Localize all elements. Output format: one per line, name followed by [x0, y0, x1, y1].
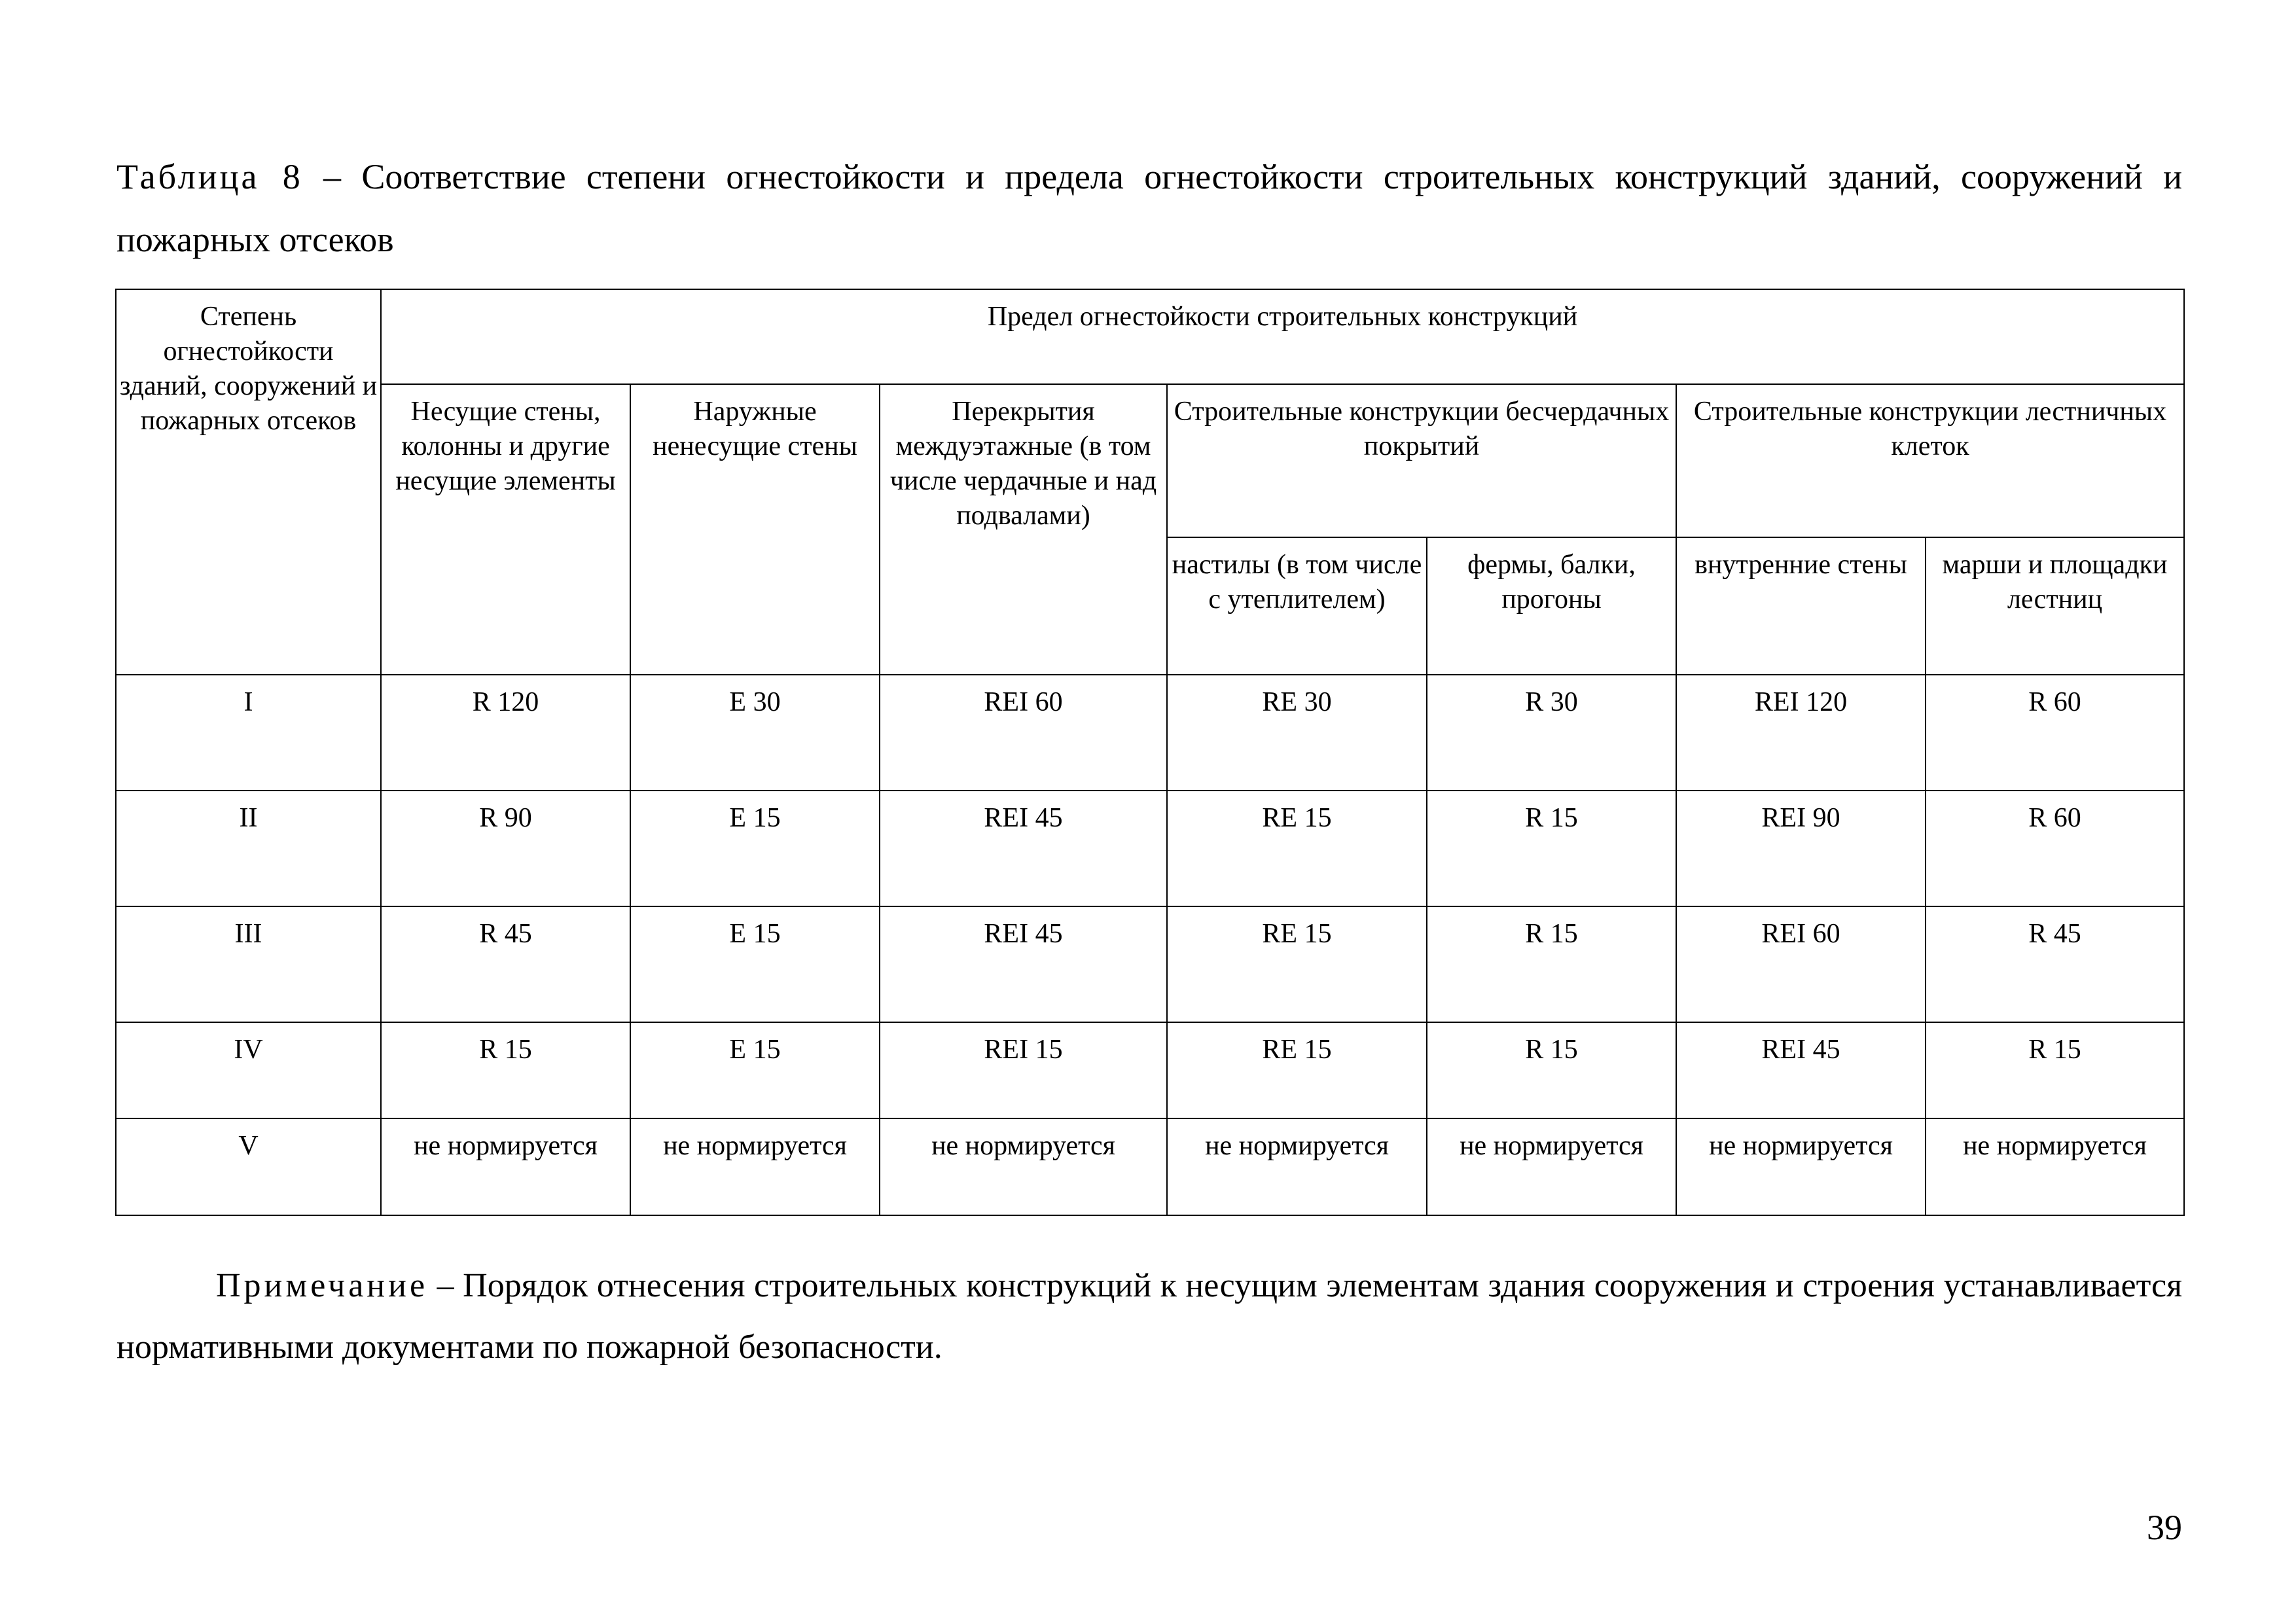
header-stair-group: Строительные конструкции лестничных клеток	[1676, 384, 2184, 537]
header-floors: Перекрытия междуэтажные (в том числе чердачные и над подвалами)	[880, 384, 1167, 675]
table-cell: REI 45	[880, 906, 1167, 1022]
fire-resistance-table	[115, 289, 2185, 1216]
table-cell: REI 45	[1676, 1022, 1926, 1118]
header-exterior-walls: Наружные ненесущие стены	[630, 384, 880, 675]
table-cell: REI 60	[1676, 906, 1926, 1022]
table-cell: RE 15	[1167, 906, 1427, 1022]
table-cell: REI 15	[880, 1022, 1167, 1118]
page-number: 39	[2147, 1508, 2182, 1547]
table-cell: не нормируется	[381, 1118, 630, 1215]
table-row	[116, 1022, 2184, 1118]
table-cell: RE 30	[1167, 675, 1427, 791]
caption-text: – Соответствие степени огнестойкости и предела огнестойкости строительных конструкций зданий, сооружений и пожарных отсеков	[117, 157, 2182, 259]
header-stair-flights: марши и площадки лестниц	[1926, 537, 2184, 675]
header-limit-group: Предел огнестойкости строительных конструкций	[381, 289, 2184, 384]
table-cell: не нормируется	[1676, 1118, 1926, 1215]
header-roof-group: Строительные конструкции бесчердачных покрытий	[1167, 384, 1676, 537]
header-row-2	[116, 384, 2184, 537]
table-row	[116, 791, 2184, 906]
table-cell: REI 60	[880, 675, 1167, 791]
table-cell: REI 120	[1676, 675, 1926, 791]
header-roof-trusses: фермы, балки, прогоны	[1427, 537, 1676, 675]
table-cell: не нормируется	[880, 1118, 1167, 1215]
table-cell: R 15	[1926, 1022, 2184, 1118]
header-load-bearing: Несущие стены, колонны и другие несущие элементы	[381, 384, 630, 675]
header-roof-decks: настилы (в том числе с утеплителем)	[1167, 537, 1427, 675]
table-cell: R 60	[1926, 675, 2184, 791]
note-paragraph	[117, 1255, 2182, 1378]
degree-cell: III	[116, 906, 381, 1022]
table-cell: R 15	[1427, 791, 1676, 906]
table-cell: R 15	[1427, 906, 1676, 1022]
table-cell: R 45	[381, 906, 630, 1022]
caption-label: Таблица 8	[117, 157, 303, 196]
table-cell: R 120	[381, 675, 630, 791]
table-row	[116, 675, 2184, 791]
header-row-1	[116, 289, 2184, 384]
table-cell: не нормируется	[1926, 1118, 2184, 1215]
table-row	[116, 1118, 2184, 1215]
table-cell: R 15	[1427, 1022, 1676, 1118]
table-cell: R 15	[381, 1022, 630, 1118]
table-cell: R 60	[1926, 791, 2184, 906]
table-cell: RE 15	[1167, 791, 1427, 906]
header-stair-walls: внутренние стены	[1676, 537, 1926, 675]
table-cell: E 15	[630, 1022, 880, 1118]
table-cell: R 90	[381, 791, 630, 906]
table-row	[116, 906, 2184, 1022]
table-cell: не нормируется	[1427, 1118, 1676, 1215]
table-cell: не нормируется	[630, 1118, 880, 1215]
note-label: Примечание	[216, 1267, 429, 1304]
table-cell: RE 15	[1167, 1022, 1427, 1118]
table-cell: R 30	[1427, 675, 1676, 791]
table-caption	[117, 145, 2182, 271]
table-cell: E 30	[630, 675, 880, 791]
table-cell: E 15	[630, 906, 880, 1022]
table-cell: E 15	[630, 791, 880, 906]
table-cell: REI 90	[1676, 791, 1926, 906]
header-degree: Степень огнестойкости зданий, сооружений и пожарных отсеков	[116, 289, 381, 675]
degree-cell: V	[116, 1118, 381, 1215]
degree-cell: II	[116, 791, 381, 906]
degree-cell: I	[116, 675, 381, 791]
table-cell: R 45	[1926, 906, 2184, 1022]
note-text: – Порядок отнесения строительных конструкций к несущим элементам здания сооружения и строения устанавливается нормативными документами по пожарной безопасности.	[117, 1267, 2182, 1366]
table-cell: не нормируется	[1167, 1118, 1427, 1215]
table-cell: REI 45	[880, 791, 1167, 906]
degree-cell: IV	[116, 1022, 381, 1118]
